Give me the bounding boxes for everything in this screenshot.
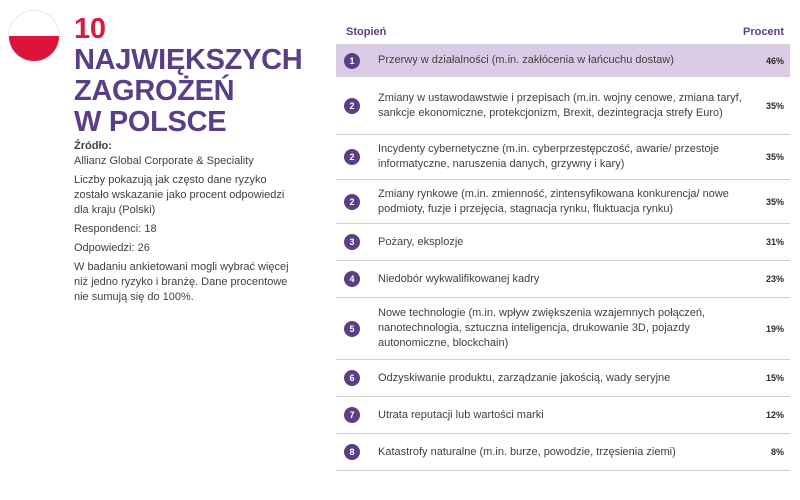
risk-percent: 19% [765, 323, 784, 334]
rank-badge: 6 [344, 370, 360, 386]
title-line-3: W POLSCE [74, 106, 227, 138]
rank-badge: 1 [344, 53, 360, 69]
risk-label: Nowe technologie (m.in. wpływ zwiększenia wzajemnych połączeń, nanotechnologia, sztuczna inteligencja, drukowanie 3D, pojazdy autonomiczne, blockchain) [378, 307, 706, 349]
risk-label: Zmiany rynkowe (m.in. zmienność, zintensyfikowana konkurencja/ nowe podmioty, fuzje i przejęcia, stagnacja rynku, fluktuacja rynku) [378, 187, 729, 215]
risk-label: Pożary, eksplozje [378, 235, 464, 248]
table-row [336, 261, 790, 298]
answers-count: Odpowiedzi: 26 [74, 242, 150, 254]
rank-badge: 3 [344, 234, 360, 250]
table-row [336, 434, 790, 471]
source-label: Źródło: [74, 140, 112, 152]
risk-percent: 35% [765, 152, 784, 162]
risk-percent: 31% [765, 237, 784, 247]
risk-percent: 8% [770, 447, 784, 457]
rank-badge: 2 [344, 149, 360, 165]
rank-badge: 5 [344, 321, 360, 337]
risk-label: Zmiany w ustawodawstwie i przepisach (m.in. wojny cenowe, zmiana taryf, sankcje ekonomiczne, protekcjonizm, Brexit, dezintegracja strefy Euro) [378, 91, 742, 119]
table-row [336, 45, 790, 77]
rank-badge: 4 [344, 271, 360, 287]
flag-white-stripe [9, 11, 59, 36]
risk-table [336, 26, 790, 471]
risk-label: Odzyskiwanie produktu, zarządzanie jakością, wady seryjne [378, 371, 671, 384]
title-line-1: NAJWIĘKSZYCH [74, 44, 303, 76]
risk-percent: 35% [765, 100, 784, 111]
table-row [336, 224, 790, 261]
risk-label: Katastrofy naturalne (m.in. burze, powodzie, trzęsienia ziemi) [378, 445, 676, 458]
risk-label: Przerwy w działalności (m.in. zakłócenia w łańcuchu dostaw) [378, 54, 674, 66]
table-row [336, 397, 790, 434]
risk-percent: 15% [765, 373, 784, 383]
flag-red-stripe [9, 36, 59, 61]
table-row [336, 135, 790, 180]
rank-badge: 2 [344, 194, 360, 210]
rank-badge: 2 [344, 98, 360, 114]
risk-percent: 23% [765, 274, 784, 284]
risk-percent: 46% [765, 55, 784, 66]
risk-percent: 35% [765, 196, 784, 207]
column-header-percent: Procent [743, 26, 784, 38]
table-row [336, 298, 790, 360]
page-title [74, 14, 324, 138]
rank-badge: 7 [344, 407, 360, 423]
title-line-2: ZAGROŻEŃ [74, 75, 235, 107]
table-row [336, 180, 790, 224]
table-row [336, 77, 790, 135]
table-header [336, 26, 790, 45]
risk-label: Utrata reputacji lub wartości marki [378, 408, 544, 421]
poland-flag-icon [8, 10, 60, 62]
rank-badge: 8 [344, 444, 360, 460]
risk-label: Incydenty cybernetyczne (m.in. cyberprzestępczość, awarie/ przestoje informatyczne, naruszenia danych, grzywny i kary) [378, 143, 720, 170]
table-row [336, 360, 790, 397]
source-name: Allianz Global Corporate & Speciality [74, 155, 254, 167]
column-header-rank: Stopień [346, 26, 387, 38]
respondents-count: Respondenci: 18 [74, 223, 157, 235]
source-info [74, 139, 292, 309]
title-number: 10 [74, 13, 106, 45]
survey-note: W badaniu ankietowani mogli wybrać więcej niż jedno ryzyko i branżę. Dane procentowe nie sumują się do 100%. [74, 261, 289, 303]
risk-percent: 12% [765, 410, 784, 420]
risk-label: Niedobór wykwalifikowanej kadry [378, 272, 540, 285]
source-description: Liczby pokazują jak często dane ryzyko zostało wskazanie jako procent odpowiedzi dla kraju (Polski) [74, 174, 285, 216]
